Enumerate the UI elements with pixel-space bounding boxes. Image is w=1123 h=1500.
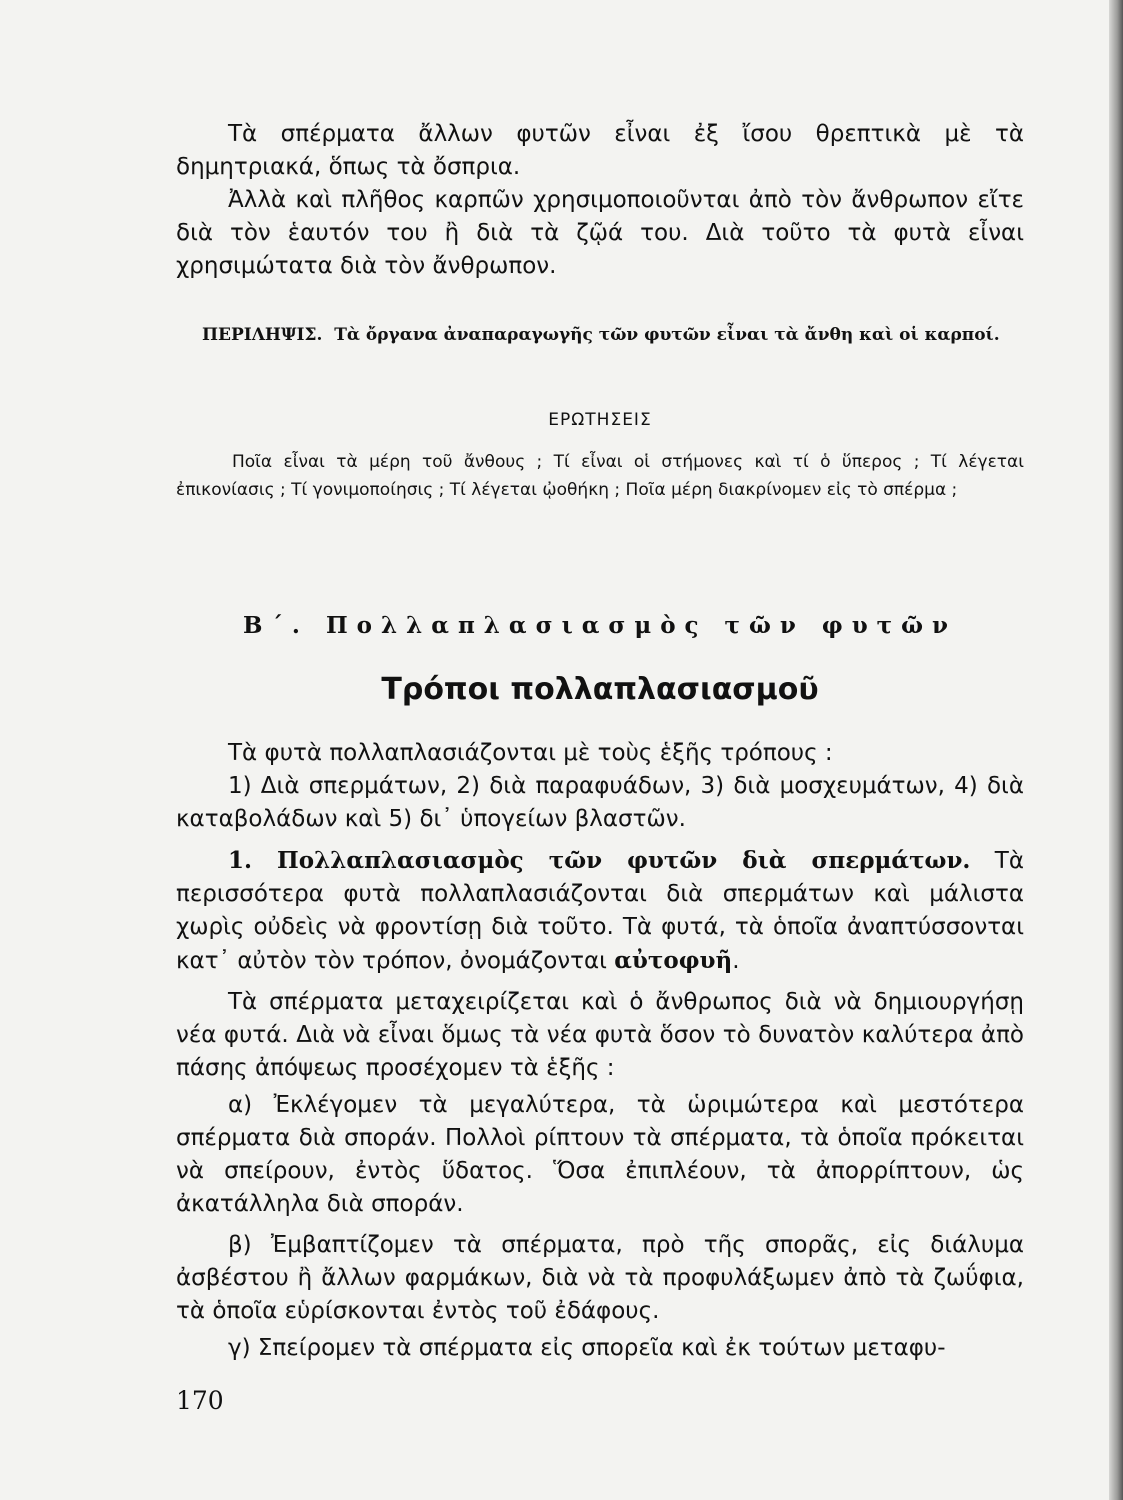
body-section [176, 737, 1024, 1365]
body-paragraph-2: 1) Διὰ σπερμάτων, 2) διὰ παραφυάδων, 3) διὰ μοσχευμάτων, 4) διὰ καταβολάδων καὶ 5) δι᾽ ὑπογείων βλαστῶν. [176, 773, 1024, 832]
questions-section [176, 410, 1024, 504]
chapter-header [176, 672, 1024, 707]
summary-section [176, 322, 1024, 349]
subsection-heading: 1. Πολλαπλασιασμὸς τῶν φυτῶν διὰ σπερμάτων. [228, 847, 971, 874]
questions-text: Ποῖα εἶναι τὰ μέρη τοῦ ἄνθους ; Τί εἶναι οἱ στήμονες καὶ τί ὁ ὕπερος ; Τί λέγεται ἐπικονίασις ; Τί γονιμοποίησις ; Τί λέγεται ᾠοθήκη ; Ποῖα μέρη διακρίνομεν εἰς τὸ σπέρμα ; [176, 452, 1024, 500]
summary-paragraph [176, 322, 1024, 349]
term-autophyi: αὐτοφυῆ [614, 947, 733, 974]
body-paragraph-3 [176, 844, 1024, 978]
page-number: 170 [176, 1386, 224, 1415]
intro-section [176, 118, 1024, 283]
page-binding-edge [1109, 0, 1123, 1500]
body-paragraph-7: γ) Σπείρομεν τὰ σπέρματα εἰς σπορεῖα καὶ ἐκ τούτων μεταφυ- [228, 1335, 946, 1361]
summary-label: ΠΕΡΙΛΗΨΙΣ. [202, 325, 323, 345]
section-title: Β΄. Πολλαπλασιασμὸς τῶν φυτῶν [242, 612, 957, 639]
summary-text: Τὰ ὄργανα ἀναπαραγωγῆς τῶν φυτῶν εἶναι τὰ ἄνθη καὶ οἱ καρποί. [334, 325, 1000, 345]
intro-paragraph-2: Ἀλλὰ καὶ πλῆθος καρπῶν χρησιμοποιοῦνται ἀπὸ τὸν ἄνθρωπον εἴτε διὰ τὸν ἑαυτόν του ἢ διὰ τὰ ζῷά του. Διὰ τοῦτο τὰ φυτὰ εἶναι χρησιμώτατα διὰ τὸν ἄνθρωπον. [176, 187, 1024, 279]
section-header [176, 612, 1024, 639]
questions-title: ΕΡΩΤΗΣΕΙΣ [548, 410, 652, 430]
body-paragraph-3-end: . [732, 948, 740, 974]
body-paragraph-3-text: Τὰ περισσότερα φυτὰ πολλαπλασιάζονται διὰ σπερμάτων καὶ μάλιστα χωρὶς οὐδεὶς νὰ φροντίσῃ διὰ τοῦτο. Τὰ φυτά, τὰ ὁποῖα ἀναπτύσσονται κατ᾽ αὐτὸν τὸν τρόπον, ὀνομάζονται [176, 848, 1024, 974]
body-paragraph-4: Τὰ σπέρματα μεταχειρίζεται καὶ ὁ ἄνθρωπος διὰ νὰ δημιουργήσῃ νέα φυτά. Διὰ νὰ εἶναι ὅμως τὰ νέα φυτὰ ὅσον τὸ δυνατὸν καλύτερα ἀπὸ πάσης ἀπόψεως προσέχομεν τὰ ἑξῆς : [176, 989, 1024, 1081]
chapter-title: Τρόποι πολλαπλασιασμοῦ [381, 672, 819, 707]
body-paragraph-5: α) Ἐκλέγομεν τὰ μεγαλύτερα, τὰ ὡριμώτερα καὶ μεστότερα σπέρματα διὰ σποράν. Πολλοὶ ρίπτουν τὰ σπέρματα, τὰ ὁποῖα πρόκειται νὰ σπείρουν, ἐντὸς ὕδατος. Ὅσα ἐπιπλέουν, τὰ ἀπορρίπτουν, ὡς ἀκατάλληλα διὰ σποράν. [176, 1092, 1024, 1217]
body-paragraph-6: β) Ἐμβαπτίζομεν τὰ σπέρματα, πρὸ τῆς σπορᾶς, εἰς διάλυμα ἀσβέστου ἢ ἄλλων φαρμάκων, διὰ νὰ τὰ προφυλάξωμεν ἀπὸ τὰ ζωΰφια, τὰ ὁποῖα εὑρίσκονται ἐντὸς τοῦ ἐδάφους. [176, 1232, 1024, 1324]
intro-paragraph-1: Τὰ σπέρματα ἄλλων φυτῶν εἶναι ἐξ ἴσου θρεπτικὰ μὲ τὰ δημητριακά, ὅπως τὰ ὄσπρια. [176, 121, 1024, 180]
body-paragraph-1: Τὰ φυτὰ πολλαπλασιάζονται μὲ τοὺς ἑξῆς τρόπους : [228, 740, 833, 766]
